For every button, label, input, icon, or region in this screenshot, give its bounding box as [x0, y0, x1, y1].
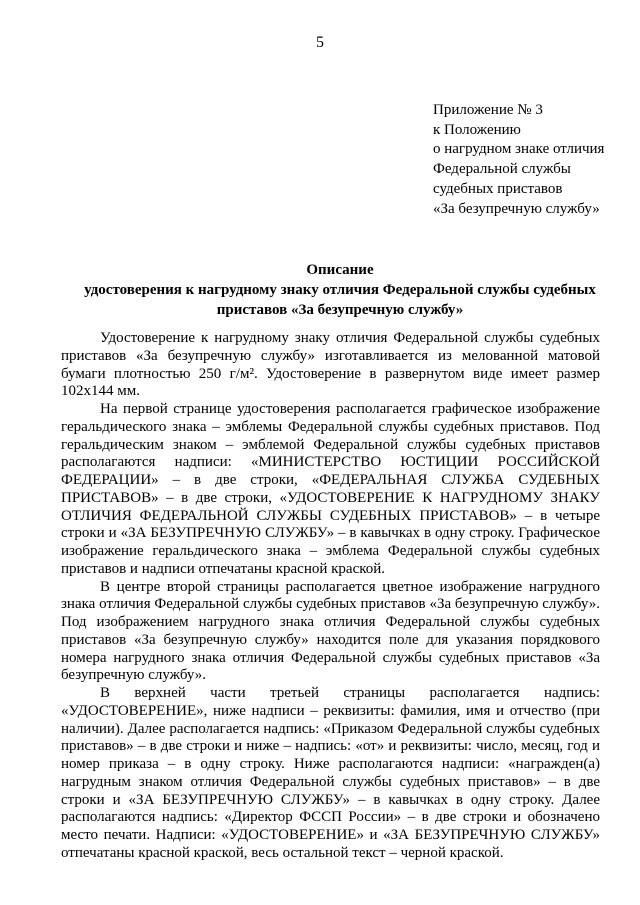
body-paragraph: Удостоверение к нагрудному знаку отличия Федеральной службы судебных приставов «За безупречную службу» изготавливается из мелованной матовой бумаги плотностью 250 г/м². Удостоверение в развернутом виде имеет размер 102х144 мм. [61, 330, 600, 400]
page-number: 5 [316, 34, 324, 51]
document-heading [60, 260, 620, 320]
appendix-line: судебных приставов [433, 180, 563, 197]
appendix-line: «За безупречную службу» [433, 200, 600, 217]
appendix-line: о нагрудном знаке отличия [433, 141, 605, 158]
document-body [61, 330, 600, 863]
body-paragraph: В центре второй страницы располагается цветное изображение нагрудного знака отличия Федеральной службы судебных приставов «За безупречную службу». Под изображением нагрудного знака отличия Федеральной службы судебных приставов «За безупречную службу» находится поле для указания порядкового номера нагрудного знака отличия Федеральной службы судебных приставов «За безупречную службу». [61, 578, 600, 684]
appendix-line: к Положению [433, 121, 521, 138]
body-paragraph: На первой странице удостоверения располагается графическое изображение геральдического знака – эмблемы Федеральной службы судебных приставов. Под геральдическим знаком – эмблемой Федеральной службы судебных приставов располагаются надписи: «МИНИСТЕРСТВО ЮСТИЦИИ РОССИЙСКОЙ ФЕДЕРАЦИИ» – в две строки, «ФЕДЕРАЛЬНАЯ СЛУЖБА СУДЕБНЫХ ПРИСТАВОВ» – в две строки, «УДОСТОВЕРЕНИЕ К НАГРУДНОМУ ЗНАКУ ОТЛИЧИЯ ФЕДЕРАЛЬНОЙ СЛУЖБЫ СУДЕБНЫХ ПРИСТАВОВ» – в четыре строки и «ЗА БЕЗУПРЕЧНУЮ СЛУЖБУ» – в кавычках в одну строку. Графическое изображение геральдического знака – эмблема Федеральной службы судебных приставов и надписи отпечатаны красной краской. [61, 401, 600, 577]
appendix-line: Приложение № 3 [433, 102, 543, 118]
appendix-line: Федеральной службы [433, 161, 571, 178]
body-paragraph: В верхней части третьей страницы располагается надпись: «УДОСТОВЕРЕНИЕ», ниже надписи – реквизиты: фамилия, имя и отчество (при наличии). Далее располагается надпись: «Приказом Федеральной службы судебных приставов» – в две строки и ниже – надпись: «от» и реквизиты: число, месяц, год и номер приказа – в одну строку. Ниже располагаются надписи: «награжден(а) нагрудным знаком отличия Федеральной службы судебных приставов» – в две строки и «ЗА БЕЗУПРЕЧНУЮ СЛУЖБУ» – в кавычках в одну строку. Далее располагаются надпись: «Директор ФССП России» – в две строки и обозначено место печати. Надписи: «УДОСТОВЕРЕНИЕ» и «ЗА БЕЗУПРЕЧНУЮ СЛУЖБУ» отпечатаны красной краской, весь остальной текст – черной краской. [61, 685, 600, 861]
appendix-block [433, 101, 633, 219]
heading-title: Описание [306, 262, 374, 278]
heading-subtitle: удостоверения к нагрудному знаку отличия Федеральной службы судебных приставов «За безупречную службу» [84, 282, 596, 318]
